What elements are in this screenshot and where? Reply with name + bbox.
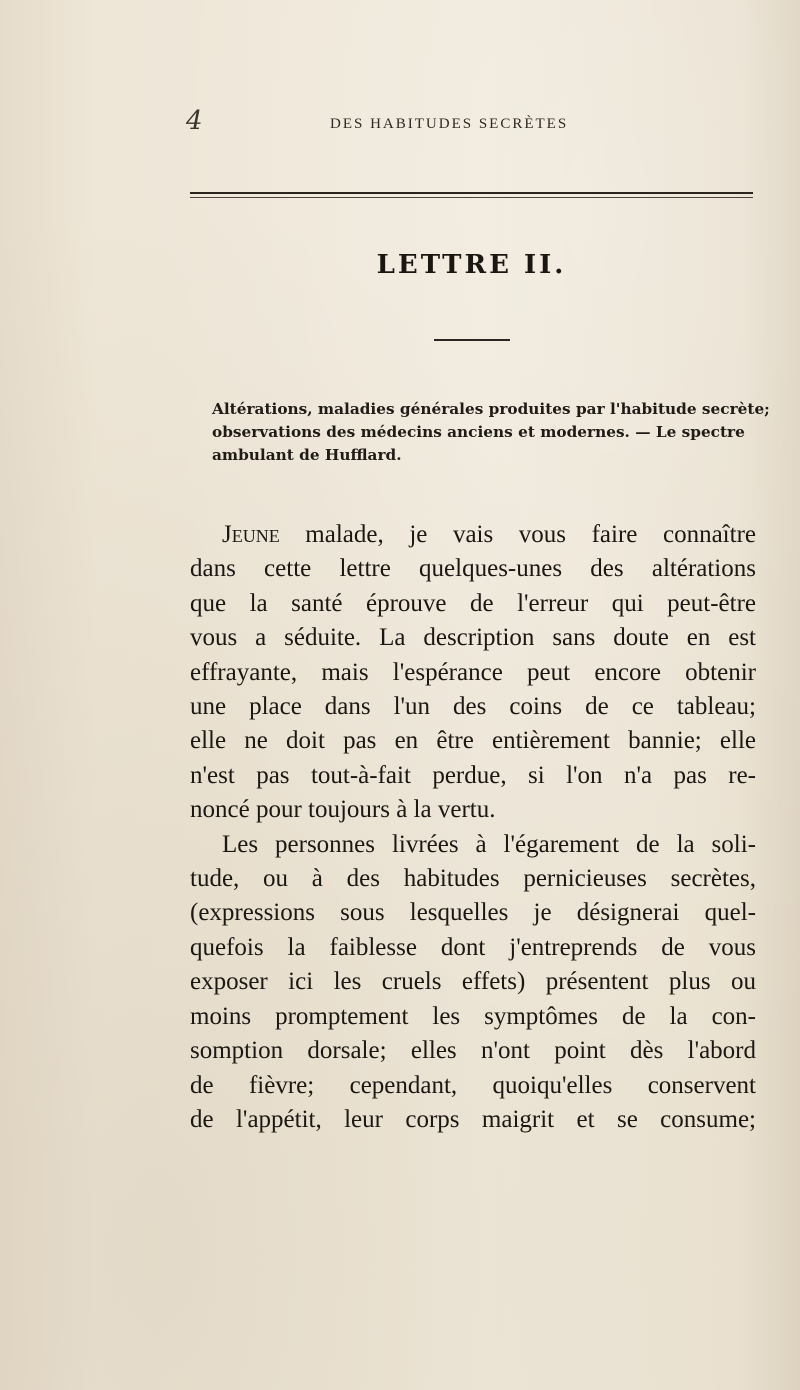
summary-line: Altérations, maladies générales produites par l'habitude secrète; <box>212 400 770 418</box>
body-line: noncé pour toujours à la vertu. <box>190 796 496 824</box>
body-line: moins promptement les symptômes de la con- <box>190 1002 756 1030</box>
body-line: quefois la faiblesse dont j'entreprends de vous <box>190 933 756 961</box>
title-rule <box>434 339 510 341</box>
header-rule <box>190 192 753 198</box>
body-line: vous a séduite. La description sans doute en est <box>190 624 756 652</box>
body-line: une place dans l'un des coins de ce tableau; <box>190 693 756 721</box>
body-line: exposer ici les cruels effets) présentent plus ou <box>190 968 756 996</box>
body-line <box>190 518 756 552</box>
body-line: n'est pas tout-à-fait perdue, si l'on n'a pas re- <box>190 761 756 789</box>
running-head: DES HABITUDES SECRÈTES <box>330 116 569 132</box>
opening-line-rest: malade, je vais vous faire connaître <box>279 521 756 548</box>
page-number: 4 <box>186 106 203 136</box>
body-line: de fièvre; cependant, quoiqu'elles conservent <box>190 1071 756 1099</box>
body-line: somption dorsale; elles n'ont point dès l'abord <box>190 1037 756 1065</box>
body-line: effrayante, mais l'espérance peut encore obtenir <box>190 658 756 686</box>
chapter-title: LETTRE II. <box>376 250 567 280</box>
body-line: elle ne doit pas en être entièrement bannie; elle <box>190 727 756 755</box>
body-text <box>190 518 756 1137</box>
chapter-summary <box>212 398 772 467</box>
body-line: (expressions sous lesquelles je désignerai quel- <box>190 899 756 927</box>
opening-word: Jeune <box>222 521 280 548</box>
summary-line: observations des médecins anciens et modernes. — Le spectre <box>212 423 745 441</box>
body-line: que la santé éprouve de l'erreur qui peut-être <box>190 589 756 617</box>
body-line: de l'appétit, leur corps maigrit et se consume; <box>190 1105 756 1133</box>
summary-line: ambulant de Hufflard. <box>212 446 402 464</box>
body-line: Les personnes livrées à l'égarement de la soli- <box>222 830 756 858</box>
body-line: dans cette lettre quelques-unes des altérations <box>190 555 756 583</box>
body-line: tude, ou à des habitudes pernicieuses secrètes, <box>190 865 756 893</box>
